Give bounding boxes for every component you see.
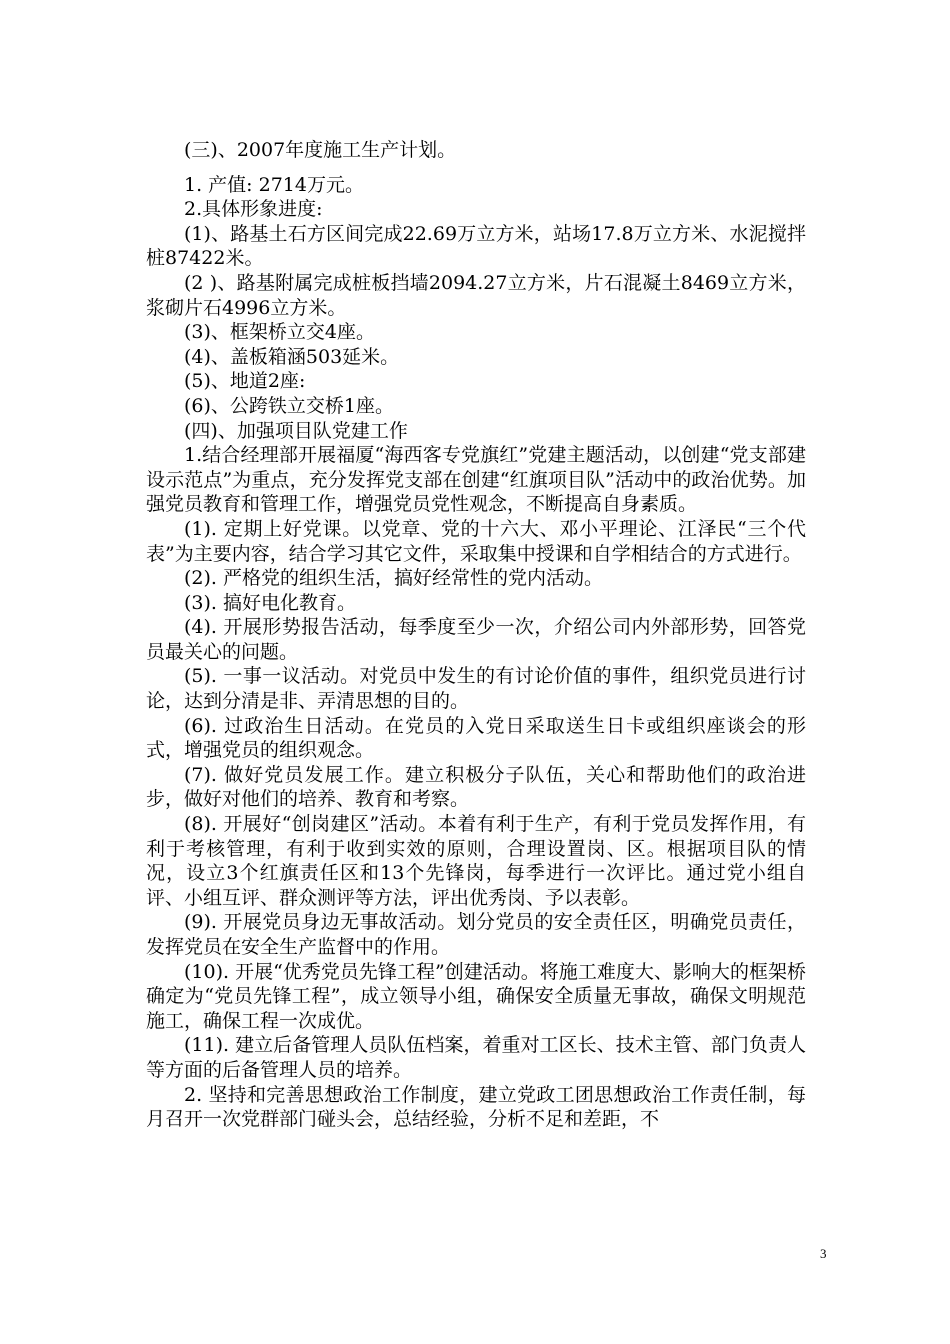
paragraph-party-sub-2: (2). 严格党的组织生活，搞好经常性的党内活动。 [184, 567, 603, 590]
paragraph-party-sub-4: (4). 开展形势报告活动，每季度至少一次，介绍公司内外部形势，回答党员最关心的问题。 [146, 616, 806, 663]
paragraph-party-sub-3: (3). 搞好电化教育。 [184, 591, 356, 614]
paragraph-party-sub-5: (5). 一事一议活动。对党员中发生的有讨论价值的事件，组织党员进行讨论，达到分清是非、弄清思想的目的。 [146, 665, 806, 713]
paragraph-progress-item-2: (2 )、路基附属完成桩板挡墙2094.27立方米，片石混凝土8469立方米，浆砌片石4996立方米。 [146, 271, 806, 319]
paragraph-party-sub-9: (9). 开展党员身边无事故活动。划分党员的安全责任区，明确党员责任，发挥党员在安全生产监督中的作用。 [146, 911, 806, 958]
paragraph-output-value: 1. 产值: 2714万元。 [184, 173, 364, 196]
paragraph-progress-item-4: (4)、盖板箱涵503延米。 [184, 345, 400, 368]
paragraph-party-sub-11: (11). 建立后备管理人员队伍档案，着重对工区长、技术主管、部门负责人等方面的后备管理人员的培养。 [146, 1034, 806, 1081]
paragraph-party-sub-7: (7). 做好党员发展工作。建立积极分子队伍，关心和帮助他们的政治进步，做好对他们的培养、教育和考察。 [146, 763, 806, 811]
paragraph-progress-item-5: (5)、地道2座: [184, 370, 306, 393]
paragraph-progress-item-1: (1)、路基土石方区间完成22.69万立方米，站场17.8万立方米、水泥搅拌桩87422米。 [146, 222, 806, 270]
paragraph-progress-item-3: (3)、框架桥立交4座。 [184, 321, 376, 344]
paragraph-progress-heading: 2.具体形象进度: [184, 198, 323, 221]
section-heading-party-building: (四)、加强项目队党建工作 [184, 419, 408, 442]
paragraph-party-sub-6: (6). 过政治生日活动。在党员的入党日采取送生日卡或组织座谈会的形式，增强党员的组织观念。 [146, 714, 806, 762]
paragraph-progress-item-6: (6)、公跨铁立交桥1座。 [184, 394, 395, 417]
paragraph-party-item-2: 2. 坚持和完善思想政治工作制度，建立党政工团思想政治工作责任制，每月召开一次党群部门碰头会，总结经验，分析不足和差距，不 [146, 1083, 806, 1131]
paragraph-party-item-1: 1.结合经理部开展福厦“海西客专党旗红”党建主题活动，以创建“党支部建设示范点”为重点，充分发挥党支部在创建“红旗项目队”活动中的政治优势。加强党员教育和管理工作，增强党员党性观念，不断提高自身素质。 [146, 444, 806, 516]
section-heading-production-plan: (三)、2007年度施工生产计划。 [184, 139, 457, 161]
paragraph-party-sub-1: (1). 定期上好党课。以党章、党的十六大、邓小平理论、江泽民“三个代表”为主要内容，结合学习其它文件，采取集中授课和自学相结合的方式进行。 [146, 517, 806, 565]
document-body [146, 138, 806, 1132]
paragraph-party-sub-10: (10). 开展“优秀党员先锋工程”创建活动。将施工难度大、影响大的框架桥确定为“党员先锋工程”，成立领导小组，确保安全质量无事故，确保文明规范施工，确保工程一次成优。 [146, 960, 806, 1032]
paragraph-party-sub-8: (8). 开展好“创岗建区”活动。本着有利于生产，有利于党员发挥作用，有利于考核管理，有利于收到实效的原则，合理设置岗、区。根据项目队的情况，设立3个红旗责任区和13个先锋岗，每季进行一次评比。通过党小组自评、小组互评、群众测评等方法，评出优秀岗、予以表彰。 [146, 813, 806, 909]
page-number: 3 [820, 1246, 827, 1261]
